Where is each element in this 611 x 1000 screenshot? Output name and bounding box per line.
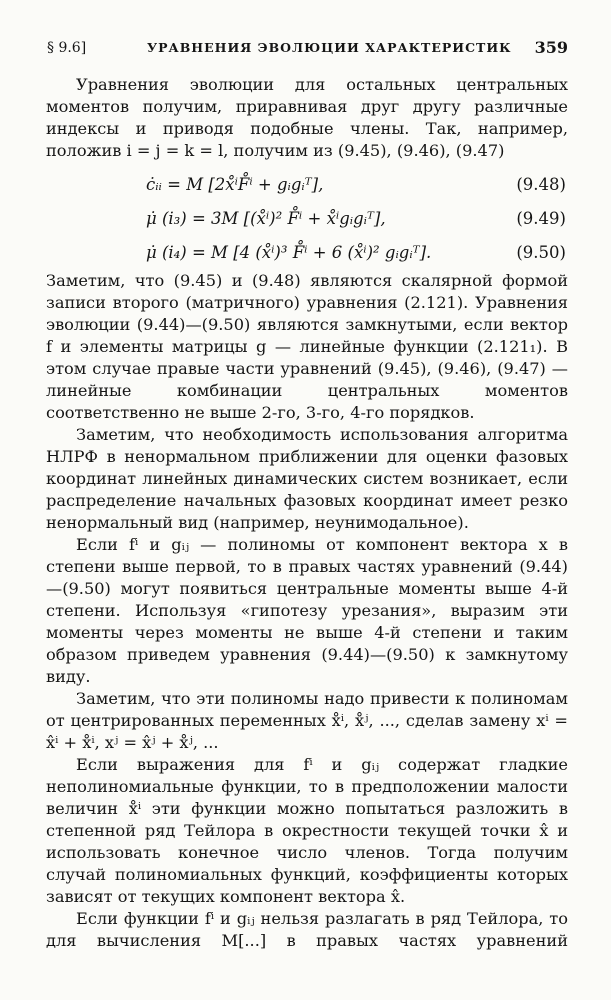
- equation-number: (9.48): [516, 175, 566, 194]
- paragraph: Заметим, что необходимость использования алгоритма НЛРФ в ненормальном приближении для оценки фазовых координат линейных динамических систем возникает, если распределение начальных фазовых координат имеет резко ненормальный вид (например, неунимодальное).: [46, 425, 568, 532]
- equation-formula: ċᵢᵢ = M [2x̊ⁱF̊ⁱ + gᵢgᵢᵀ],: [146, 175, 324, 194]
- equation-row: [46, 168, 568, 202]
- equation-number: (9.50): [516, 243, 566, 262]
- page-body: [46, 74, 568, 952]
- equation-formula: μ̇ (i₄) = M [4 (x̊ⁱ)³ F̊ⁱ + 6 (x̊ⁱ)² gᵢgᵢᵀ].: [146, 243, 432, 262]
- equation-row: [46, 236, 568, 270]
- paragraph: Если функции fⁱ и gᵢⱼ нельзя разлагать в ряд Тейлора, то для вычисления M[...] в правых частях уравнений: [46, 909, 568, 950]
- paragraph: Заметим, что эти полиномы надо привести к полиномам от центрированных переменных x̊ⁱ, x̊ʲ, ..., сделав замену xⁱ = x̂ⁱ + x̊ⁱ, xʲ = x̂ʲ + x̊ʲ, ...: [46, 689, 568, 752]
- paragraph: Уравнения эволюции для остальных центральных моментов получим, приравнивая друг другу различные индексы и приводя подобные члены. Так, например, положив i = j = k = l, получим из (9.45), (9.46), (9.47): [46, 75, 568, 160]
- equation-row: [46, 202, 568, 236]
- equation-number: (9.49): [516, 209, 566, 228]
- page-number: 359: [534, 38, 568, 57]
- paragraph: Если выражения для fⁱ и gᵢⱼ содержат гладкие неполиномиальные функции, то в предположении малости величин x̊ⁱ эти функции можно попытаться разложить в степенной ряд Тейлора в окрестности текущей точки x̂ и использовать конечное число членов. Тогда получим случай полиномиальных функций, коэффициенты которых зависят от текущих компонент вектора x̂.: [46, 755, 568, 906]
- equation-formula: μ̇ (i₃) = 3M [(x̊ⁱ)² F̊ⁱ + x̊ⁱgᵢgᵢᵀ],: [146, 209, 386, 228]
- paragraph: Если fⁱ и gᵢⱼ — полиномы от компонент вектора x в степени выше первой, то в правых частях уравнений (9.44)—(9.50) могут появиться центральные моменты выше 4-й степени. Используя «гипотезу урезания», выразим эти моменты через моменты не выше 4-й степени и таким образом приведем уравнения (9.44)—(9.50) к замкнутому виду.: [46, 535, 568, 686]
- section-ref: § 9.6]: [47, 40, 87, 56]
- running-title: УРАВНЕНИЯ ЭВОЛЮЦИИ ХАРАКТЕРИСТИК: [147, 40, 512, 55]
- paragraph: Заметим, что (9.45) и (9.48) являются скалярной формой записи второго (матричного) уравнения (2.121). Уравнения эволюции (9.44)—(9.50) являются замкнутыми, если вектор f и элементы матрицы g — линейные функции (2.121₁). В этом случае правые части уравнений (9.45), (9.46), (9.47) — линейные комбинации центральных моментов соответственно не выше 2-го, 3-го, 4-го порядков.: [46, 271, 568, 422]
- running-header: [47, 34, 568, 60]
